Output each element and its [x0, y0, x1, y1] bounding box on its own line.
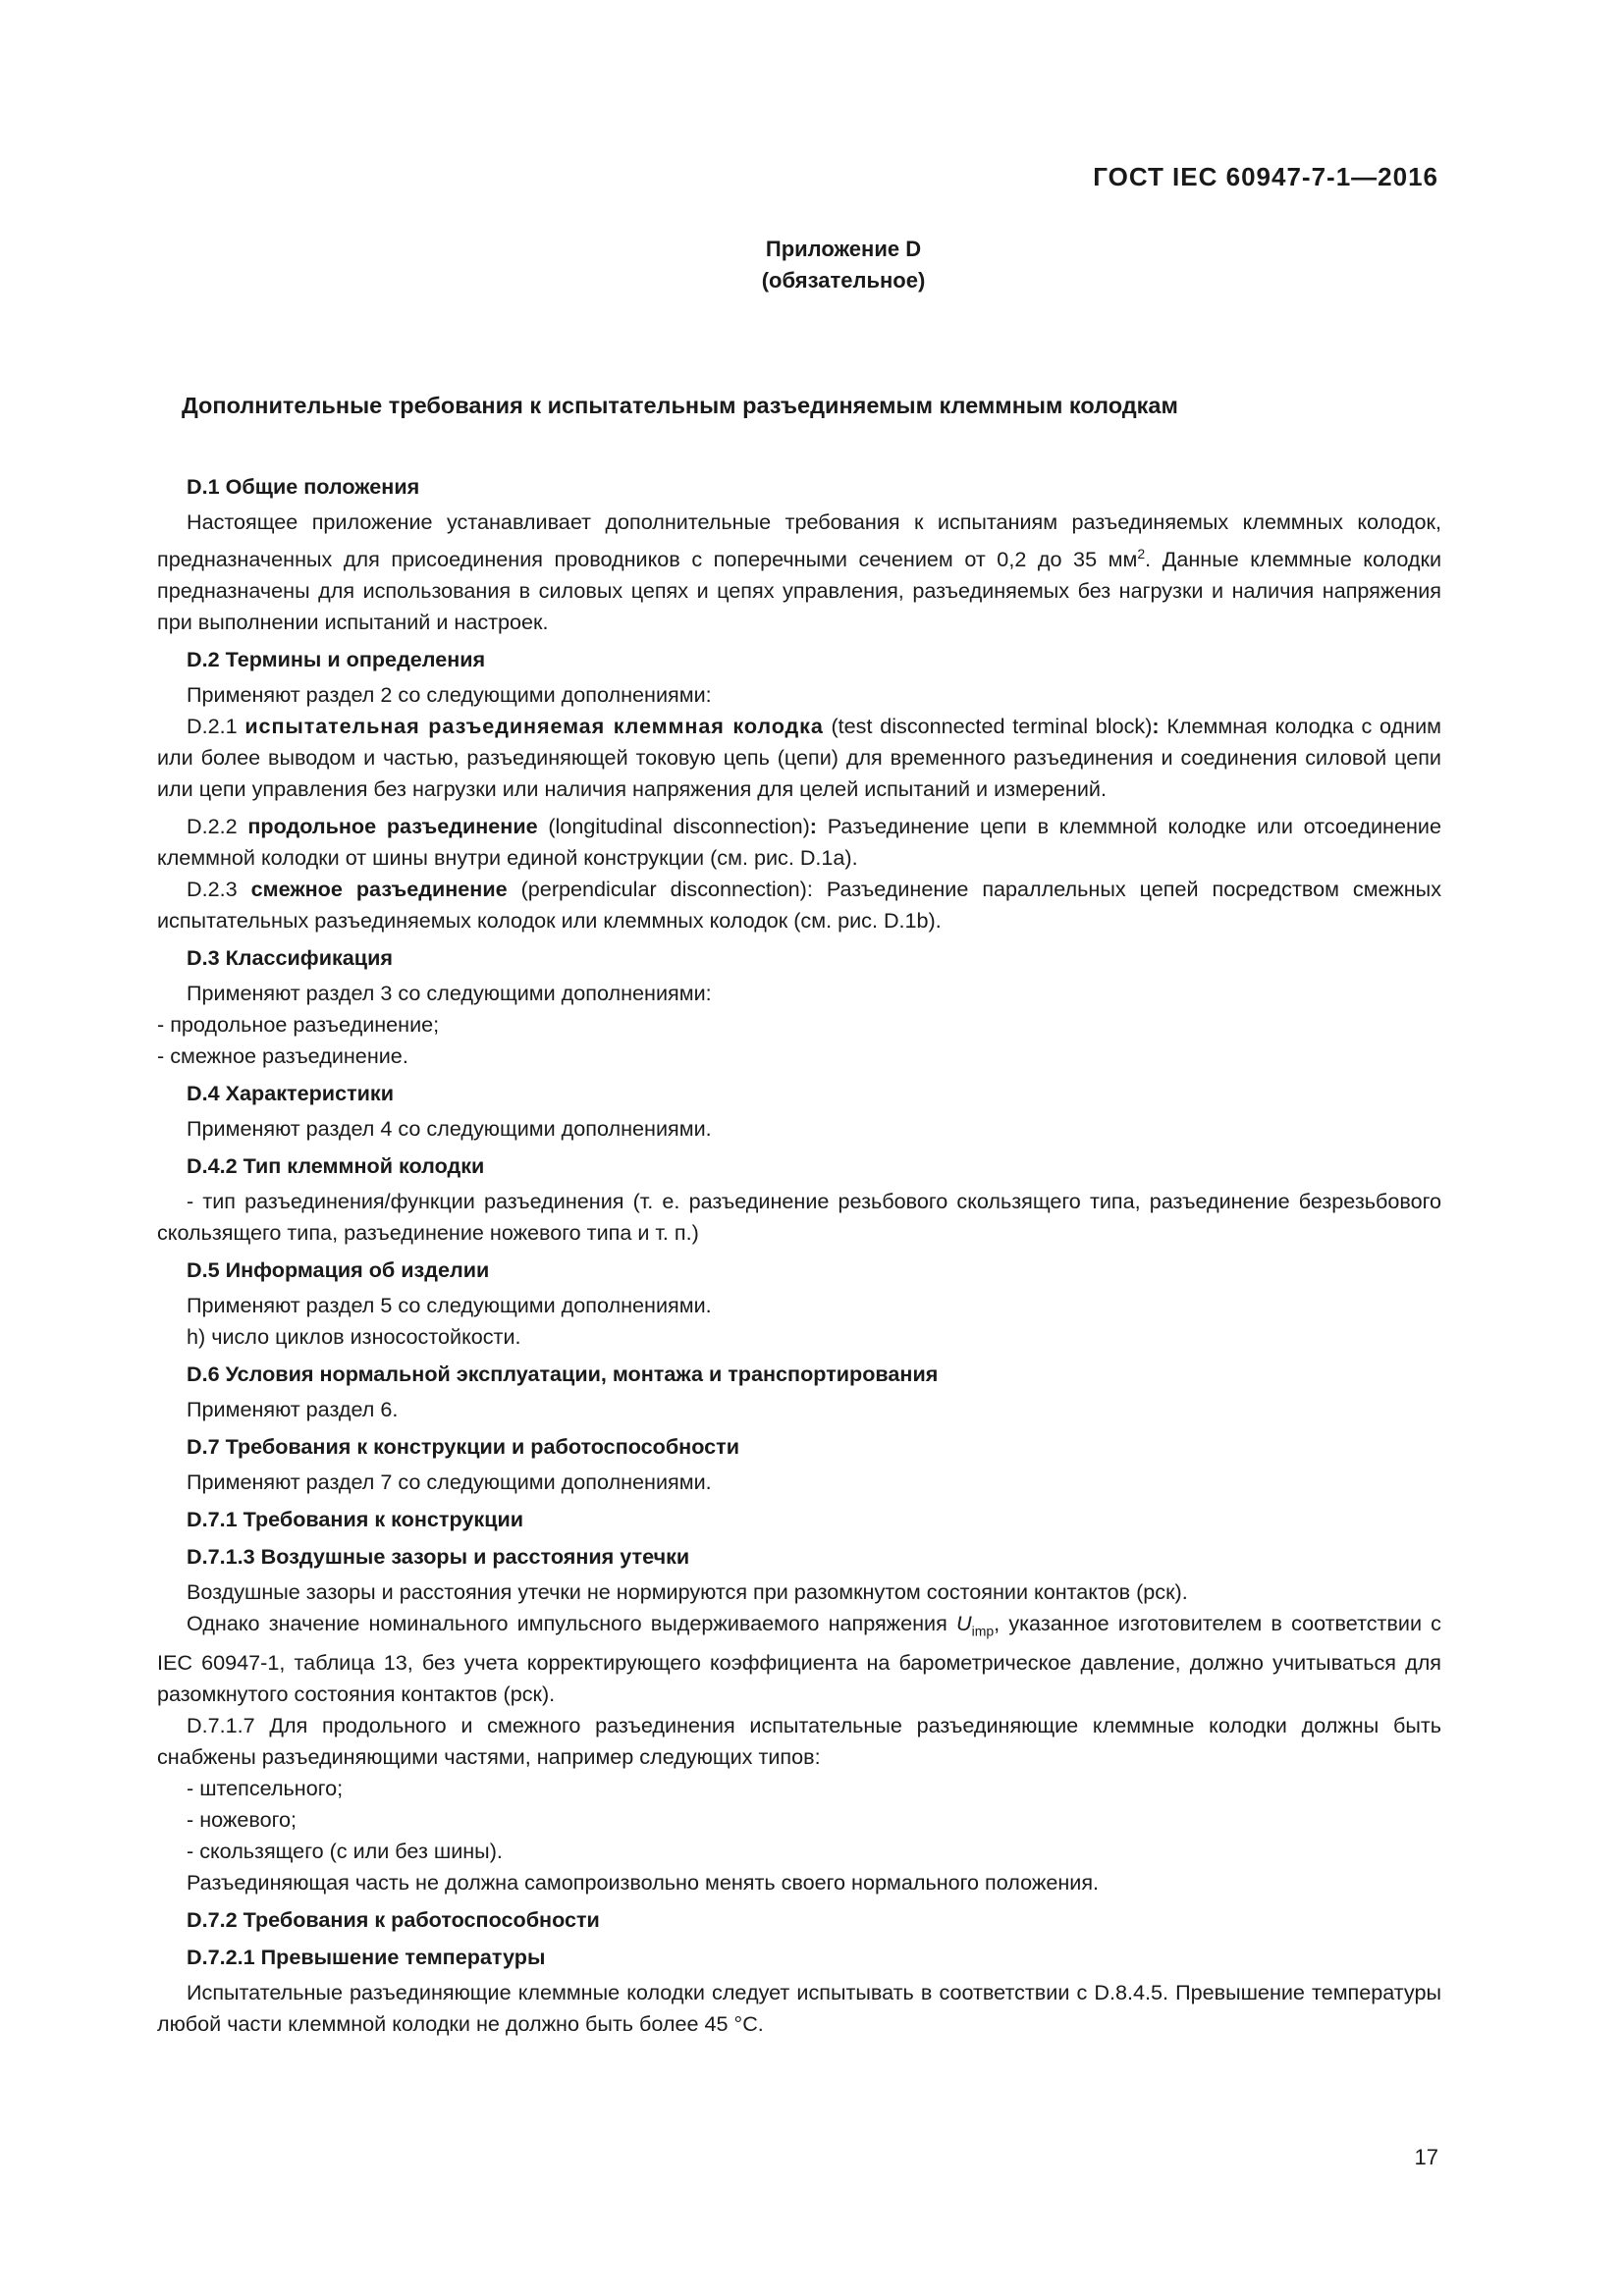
d713-subscript: imp — [971, 1623, 995, 1639]
list-item: - штепсельного; — [187, 1775, 344, 1800]
section-heading-d713: D.7.1.3 Воздушные зазоры и расстояния утечки — [187, 1544, 690, 1570]
d21-colon: : — [1152, 714, 1167, 739]
paragraph-d42: - тип разъединения/функции разъединения (т. е. разъединение резьбового скользящего типа, разъединение безрезьбового скользящего типа, разъединение ножевого типа и т. п.) — [157, 1189, 1441, 1246]
d713-text-a: Однако значение номинального импульсного выдерживаемого напряжения — [187, 1611, 956, 1636]
d21-definition: Клеммная колодка с одним или более выводом и частью, разъединяющей токовую цепь (цепи) для временного разъединения и соединения силовой цепи или цепи управления без нагрузки или наличия напряжения для целей испытаний и измерений. — [157, 714, 1441, 802]
section-heading-d721: D.7.2.1 Превышение температуры — [187, 1944, 546, 1969]
annex-title: Приложение D — [765, 237, 922, 261]
list-item: - скользящего (с или без шины). — [187, 1838, 503, 1863]
definition-d21 — [157, 711, 1441, 805]
section-heading-d1: D.1 Общие положения — [187, 474, 420, 499]
paragraph-d1 — [157, 507, 1441, 638]
paragraph-d5: Применяют раздел 5 со следующими дополнениями. — [187, 1293, 712, 1318]
d23-number: D.2.3 — [187, 877, 251, 902]
section-heading-d71: D.7.1 Требования к конструкции — [187, 1507, 524, 1532]
section-heading-d7: D.7 Требования к конструкции и работоспособности — [187, 1434, 739, 1460]
list-item: - продольное разъединение; — [157, 1012, 440, 1038]
d713-variable: U — [955, 1611, 972, 1636]
d1-text-b: . Данные клеммные колодки предназначены для использования в силовых цепях и цепях управления, разъединяемых без нагрузки и наличия напряжения при выполнении испытаний и настроек. — [157, 547, 1442, 635]
list-item: h) число циклов износостойкости. — [187, 1324, 521, 1350]
d22-definition: Разъединение цепи в клеммной колодке или отсоединение клеммной колодки от шины внутри единой конструкции (см. рис. D.1a). — [157, 814, 1441, 871]
d1-text-a: Настоящее приложение устанавливает дополнительные требования к испытаниям разъединяемых клеммных колодок, предназначенных для присоединения проводников с поперечными сечением от 0,2 до 35 мм — [157, 509, 1441, 572]
paragraph-d7: Применяют раздел 7 со следующими дополнениями. — [187, 1469, 712, 1495]
d21-term: испытательная разъединяемая клеммная колодка — [244, 714, 824, 739]
section-heading-d6: D.6 Условия нормальной эксплуатации, монтажа и транспортирования — [187, 1362, 939, 1387]
annex-status: (обязательное) — [761, 268, 926, 293]
paragraph-d713-2 — [157, 1608, 1441, 1709]
d22-term: продольное разъединение — [247, 814, 538, 839]
section-heading-d72: D.7.2 Требования к работоспособности — [187, 1906, 600, 1932]
main-title: Дополнительные требования к испытательным разъединяемым клеммным колодкам — [182, 393, 1178, 418]
d713-text-b: , указанное изготовителем в соответствии с IEC 60947-1, таблица 13, без учета корректирующего коэффициента на барометрическое давление, должно учитываться для разомкнутого состояния контактов (рск). — [157, 1611, 1441, 1706]
definition-d22 — [157, 811, 1441, 874]
definition-d23 — [157, 874, 1441, 936]
d23-term: смежное разъединение — [250, 877, 508, 902]
d22-english: (longitudinal disconnection) — [537, 814, 810, 839]
paragraph-d4: Применяют раздел 4 со следующими дополнениями. — [187, 1116, 712, 1142]
section-heading-d42: D.4.2 Тип клеммной колодки — [187, 1153, 485, 1179]
section-heading-d5: D.5 Информация об изделии — [187, 1257, 490, 1283]
list-item: - смежное разъединение. — [157, 1043, 408, 1069]
paragraph-d717: D.7.1.7 Для продольного и смежного разъединения испытательные разъединяющие клеммные колодки должны быть снабжены разъединяющими частями, например следующих типов: — [157, 1712, 1441, 1769]
paragraph-d6: Применяют раздел 6. — [187, 1397, 399, 1422]
list-item: - ножевого; — [187, 1806, 297, 1832]
d21-number: D.2.1 — [187, 714, 245, 739]
page-number: 17 — [1414, 2145, 1438, 2169]
paragraph-d721: Испытательные разъединяющие клеммные колодки следует испытывать в соответствии с D.8.4.5. Превышение температуры любой части клеммной колодки не должно быть более 45 °С. — [157, 1979, 1441, 2036]
d22-colon: : — [809, 814, 828, 839]
paragraph-d3-intro: Применяют раздел 3 со следующими дополнениями: — [187, 981, 712, 1006]
annex-heading — [0, 234, 1623, 296]
d23-rest: (perpendicular disconnection): Разъединение параллельных цепей посредством смежных испытательных разъединяемых колодок или клеммных колодок (см. рис. D.1b). — [157, 877, 1441, 934]
document-body — [157, 465, 1441, 2040]
section-heading-d3: D.3 Классификация — [187, 945, 393, 971]
document-code: ГОСТ IEC 60947-7-1—2016 — [1093, 162, 1438, 191]
section-heading-d4: D.4 Характеристики — [187, 1081, 395, 1106]
paragraph-d713-1: Воздушные зазоры и расстояния утечки не нормируются при разомкнутом состоянии контактов (рск). — [187, 1579, 1188, 1605]
paragraph-d2-intro: Применяют раздел 2 со следующими дополнениями: — [187, 682, 712, 708]
paragraph-d717-closing: Разъединяющая часть не должна самопроизвольно менять своего нормального положения. — [187, 1869, 1100, 1895]
d22-number: D.2.2 — [187, 814, 248, 839]
d1-superscript: 2 — [1137, 546, 1146, 561]
section-heading-d2: D.2 Термины и определения — [187, 647, 486, 672]
d21-english: (test disconnected terminal block) — [823, 714, 1153, 739]
